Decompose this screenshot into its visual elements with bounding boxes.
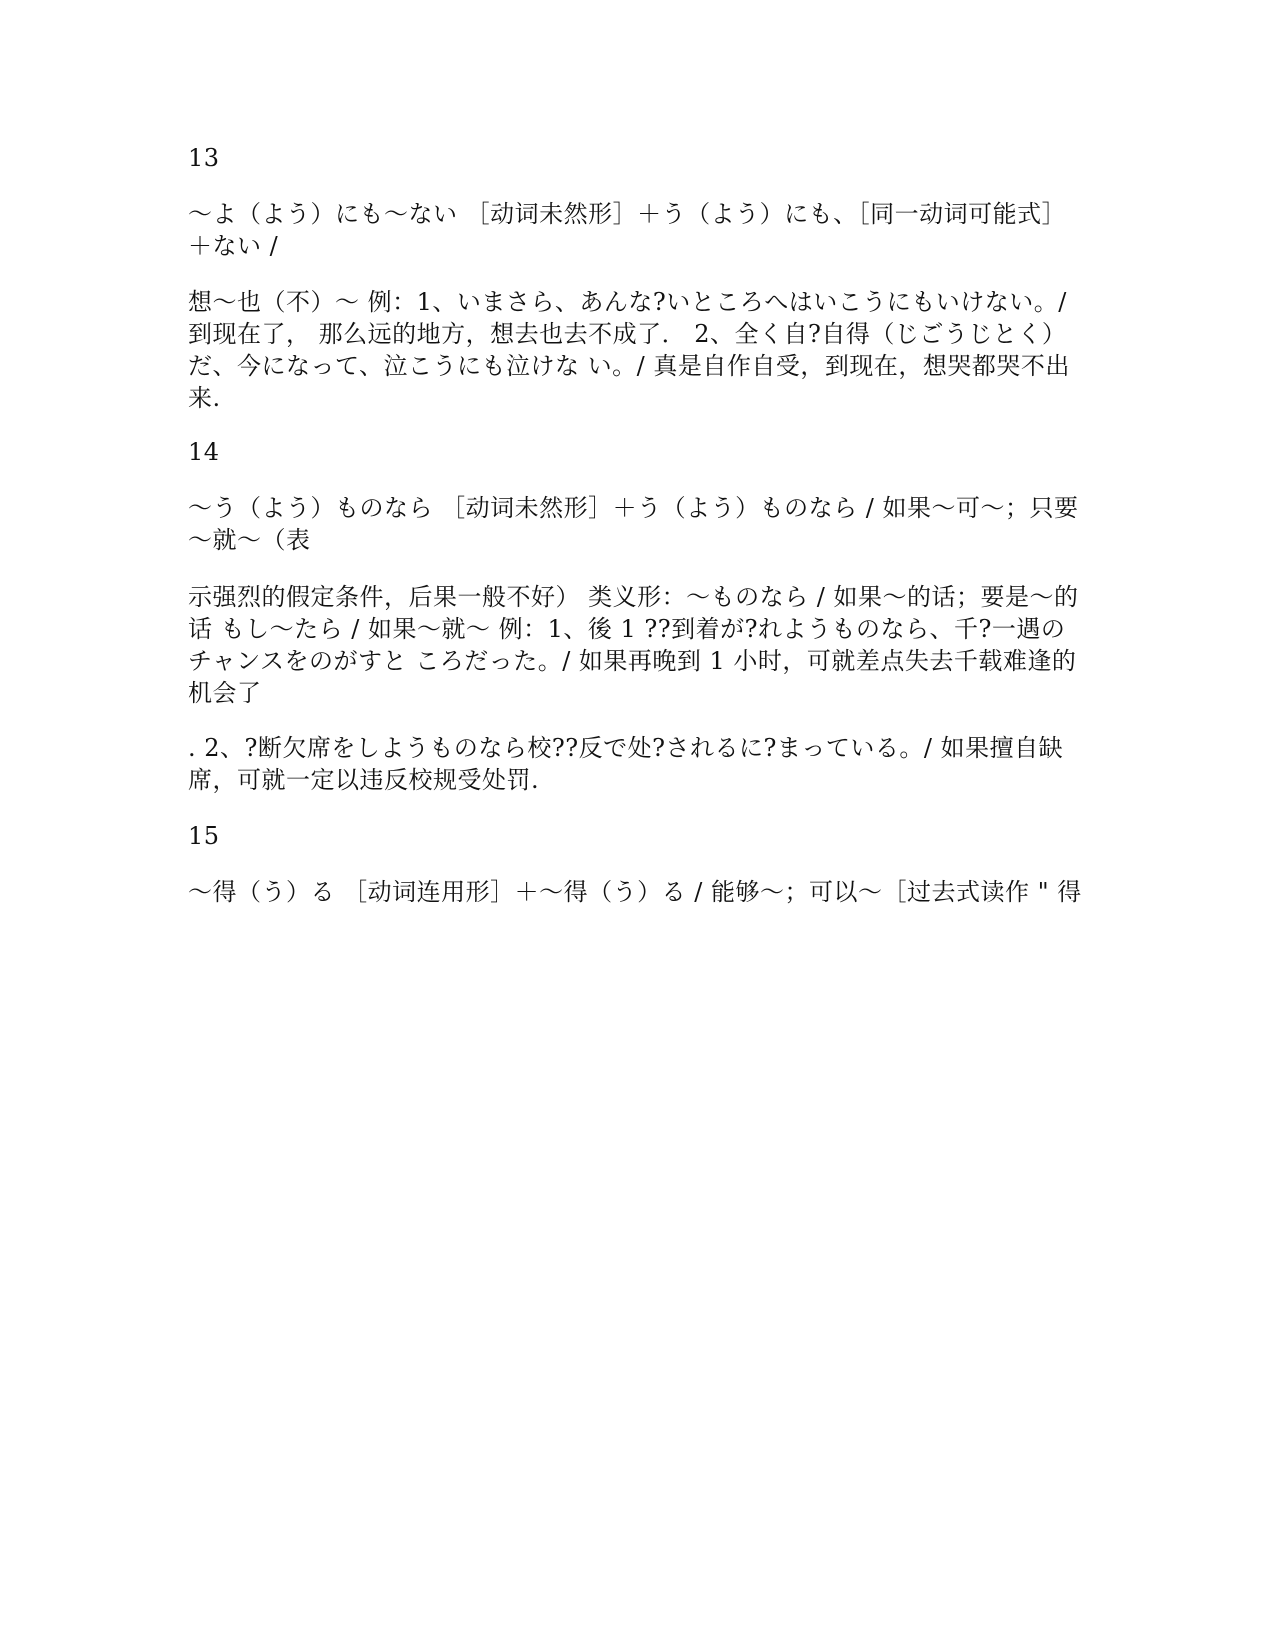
section-14-body-continued: . 2、?断欠席をしようものなら校??反で处?されるに?まっている。/ 如果擅自缺席，可就一定以违反校规受处罚. — [188, 734, 1064, 794]
section-14-body: 示强烈的假定条件，后果一般不好） 类义形：～ものなら / 如果～的话；要是～的话 もし～たら / 如果～就～ 例：1、後 1 ??到着が?れようものなら、千?一遇のチャンスをのがすと ころだった。/ 如果再晚到 1 小时，可就差点失去千载难逢的机会了 — [188, 583, 1079, 707]
section-13-heading: ～よ（よう）にも～ない ［动词未然形］＋う（よう）にも、［同一动词可能式］＋ない / — [188, 200, 1067, 260]
section-number-13: 13 — [188, 144, 220, 172]
section-14-heading: ～う（よう）ものなら ［动词未然形］＋う（よう）ものなら / 如果～可～；只要～就～（表 — [188, 494, 1079, 554]
section-number-14: 14 — [188, 438, 220, 466]
section-15-heading: ～得（う）る ［动词连用形］＋～得（う）る / 能够～；可以～［过去式读作 " 得 — [188, 878, 1082, 906]
section-number-15: 15 — [188, 822, 220, 850]
section-13-body: 想～也（不）～ 例：1、いまさら、あんな?いところへはいこうにもいけない。/ 到现在了， 那么远的地方，想去也去不成了． 2、全く自?自得（じごうじとく）だ、今になって、泣こうにも泣けな い。/ 真是自作自受，到现在，想哭都哭不出来. — [188, 288, 1070, 412]
